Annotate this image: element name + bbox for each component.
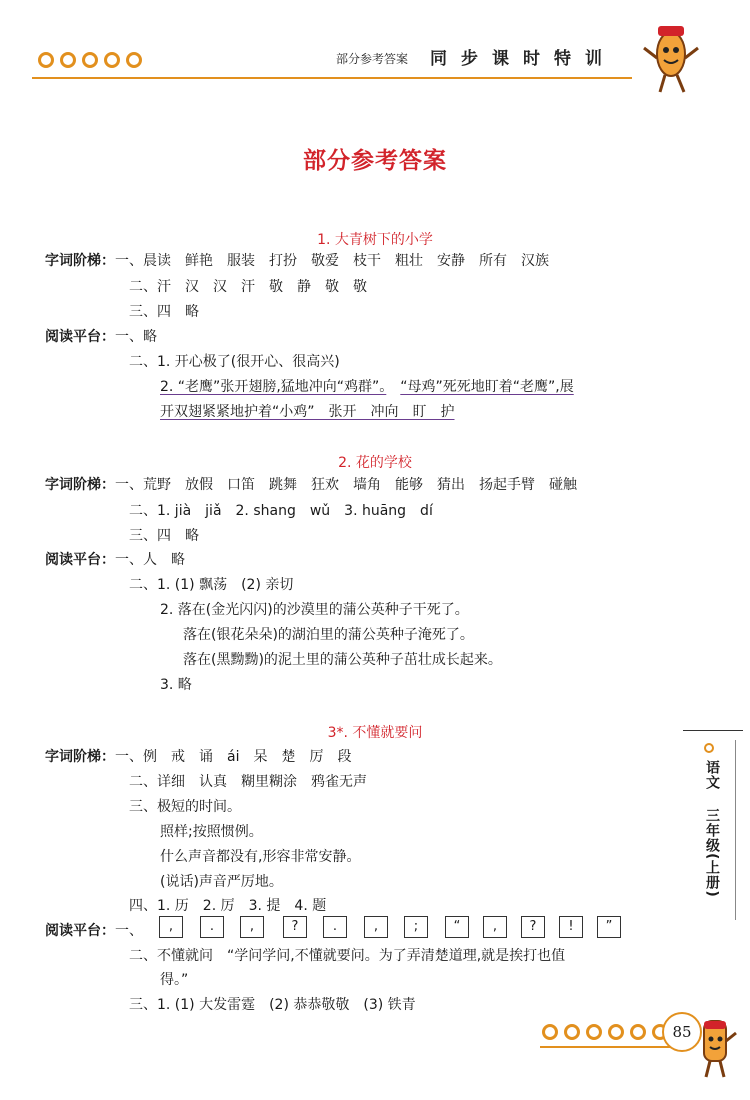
ring-icon [608,1024,624,1040]
side-subject: 语文 [704,760,720,790]
punctuation-box: ; [404,916,428,938]
ring-icon [60,52,76,68]
answer-line: 落在(银花朵朵)的湖泊里的蒲公英种子淹死了。 [183,627,474,643]
side-divider [735,740,736,920]
line-label: 阅读平台： [45,552,115,568]
answer-line: 二、1. 开心极了(很开心、很高兴) [129,354,340,370]
side-grade: 三年级(上册) [704,808,720,898]
answer-line: 三、四 略 [129,528,199,544]
pencil-mascot-icon [640,18,702,98]
line-label: 字词阶梯： [45,477,115,493]
section-title: 2. 花的学校 [338,455,412,471]
ring-icon [38,52,54,68]
line-text: 一、略 [115,329,157,345]
header-small-label: 部分参考答案 [336,52,409,66]
answer-line: 二、汗 汉 汉 汗 敬 静 敬 敬 [129,279,367,295]
section-title: 1. 大青树下的小学 [317,232,433,248]
footer-dots [542,1024,668,1040]
line-label: 字词阶梯： [45,253,115,269]
line-text: 一、荒野 放假 口笛 跳舞 狂欢 墙角 能够 猜出 扬起手臂 碰触 [115,477,577,493]
ring-icon [586,1024,602,1040]
ring-icon [126,52,142,68]
answer-line: 二、不懂就问 “学问学问,不懂就要问。为了弄清楚道理,就是挨打也值 [129,948,566,964]
answer-line [45,474,577,494]
answer-line: 3. 略 [160,677,192,693]
answer-line: 四、1. 历 2. 厉 3. 提 4. 题 [129,898,327,914]
punctuation-box: , [364,916,388,938]
answer-line: 开双翅紧紧地护着“小鸡” 张开 冲向 盯 护 [160,404,455,420]
answer-line: 什么声音都没有,形容非常安静。 [160,849,361,865]
answer-line [160,376,574,396]
answer-line: (说话)声音严厉地。 [160,874,283,890]
punctuation-box: . [200,916,224,938]
punctuation-box: ! [559,916,583,938]
ring-icon [704,743,714,753]
answer-line: 三、四 略 [129,304,199,320]
side-rule [683,730,743,731]
answer-line: 得。” [160,972,189,988]
answer-line: 二、1. jià jiǎ 2. shang wǔ 3. huāng dí [129,503,433,519]
answer-line: 落在(黑黝黝)的泥土里的蒲公英种子茁壮成长起来。 [183,652,502,668]
punctuation-box: . [323,916,347,938]
pencil-mascot-icon [690,1015,740,1085]
page-title: 部分参考答案 [303,148,447,174]
ring-icon [542,1024,558,1040]
line-text: 一、例 戒 诵 ái 呆 楚 厉 段 [115,749,352,765]
ring-icon [630,1024,646,1040]
punctuation-box: , [159,916,183,938]
answer-line: 2. 落在(金光闪闪)的沙漠里的蒲公英种子干死了。 [160,602,469,618]
ring-icon [104,52,120,68]
footer-rule [540,1046,670,1048]
underlined-text: “母鸡”死死地盯着“老鹰”,展 [400,379,574,395]
answer-line: 三、1. (1) 大发雷霆 (2) 恭恭敬敬 (3) 铁青 [129,997,416,1013]
answer-line: 二、1. (1) 飘荡 (2) 亲切 [129,577,294,593]
answer-line [45,920,143,940]
section-title: 3*. 不懂就要问 [327,725,423,741]
answer-line [45,549,185,569]
answer-line [45,250,549,270]
punctuation-box: , [240,916,264,938]
underlined-text: 2. “老鹰”张开翅膀,猛地冲向“鸡群”。 [160,379,387,395]
line-label: 字词阶梯： [45,749,115,765]
punctuation-box: “ [445,916,469,938]
line-text: 一、晨读 鲜艳 服装 打扮 敬爱 枝干 粗壮 安静 所有 汉族 [115,253,549,269]
answer-line: 三、极短的时间。 [129,799,241,815]
series-title: 同步课时特训 [430,49,616,69]
punctuation-box: , [483,916,507,938]
header-dots [38,52,142,68]
line-label: 阅读平台： [45,923,115,939]
header-rule [32,77,632,79]
line-label: 阅读平台： [45,329,115,345]
page-number: 85 [662,1012,702,1052]
punctuation-box: ” [597,916,621,938]
answer-line [45,326,157,346]
answer-line [45,746,351,766]
answer-line: 照样;按照惯例。 [160,824,263,840]
ring-icon [82,52,98,68]
line-text: 一、 [115,923,143,939]
punctuation-box: ? [521,916,545,938]
line-text: 一、人 略 [115,552,185,568]
answer-line: 二、详细 认真 糊里糊涂 鸦雀无声 [129,774,367,790]
punctuation-box: ? [283,916,307,938]
ring-icon [564,1024,580,1040]
